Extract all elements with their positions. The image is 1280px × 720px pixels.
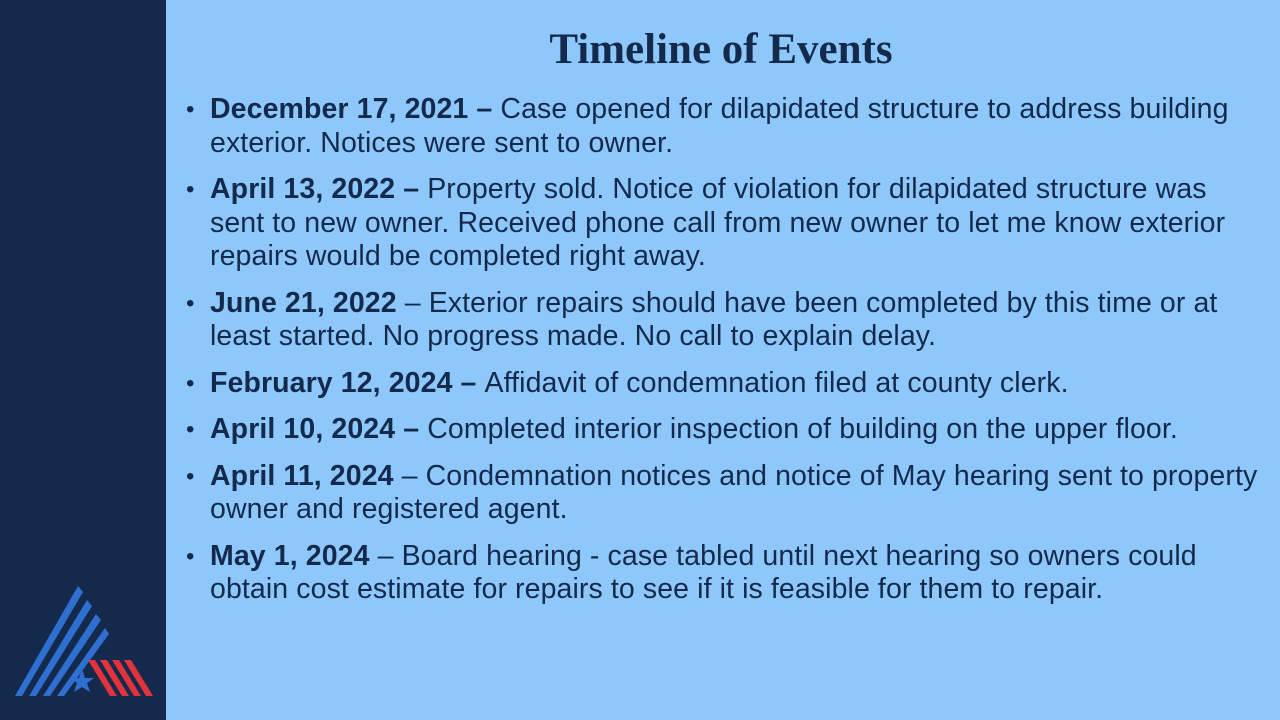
event-description: Exterior repairs should have been completed by this time or at least started. No progress made. No call to explain delay. bbox=[210, 286, 1218, 352]
event-dash: – bbox=[396, 286, 429, 319]
event-date: April 13, 2022 bbox=[210, 173, 396, 205]
event-description: Completed interior inspection of building on the upper floor. bbox=[427, 413, 1178, 445]
timeline-item bbox=[186, 173, 1266, 274]
slide-content bbox=[166, 0, 1280, 720]
event-description: Condemnation notices and notice of May hearing sent to property owner and registered agent. bbox=[210, 459, 1258, 525]
event-dash: – bbox=[452, 366, 485, 399]
event-date: February 12, 2024 bbox=[210, 366, 453, 399]
timeline-item bbox=[186, 287, 1266, 354]
bullet-icon: • bbox=[186, 96, 195, 123]
timeline-item bbox=[186, 413, 1266, 447]
bullet-icon: • bbox=[186, 542, 195, 570]
event-description: Case opened for dilapidated structure to address building exterior. Notices were sent to owner. bbox=[210, 93, 1229, 159]
event-dash: – bbox=[395, 173, 428, 205]
sidebar-panel bbox=[0, 0, 166, 720]
event-dash: – bbox=[369, 539, 402, 572]
event-date: April 10, 2024 bbox=[210, 413, 396, 445]
logo-icon bbox=[10, 580, 155, 705]
bullet-icon: • bbox=[186, 176, 195, 203]
event-dash: – bbox=[395, 413, 428, 445]
event-description: Property sold. Notice of violation for dilapidated structure was sent to new owner. Received phone call from new owner to let me know exterior repairs would be completed right away. bbox=[210, 173, 1226, 272]
event-dash: – bbox=[468, 93, 501, 125]
event-description: Affidavit of condemnation filed at county clerk. bbox=[484, 366, 1069, 399]
timeline-item bbox=[186, 93, 1266, 160]
event-date: December 17, 2021 bbox=[210, 93, 469, 125]
event-date: June 21, 2022 bbox=[210, 286, 397, 319]
timeline-item bbox=[186, 367, 1266, 401]
bullet-icon: • bbox=[186, 416, 195, 443]
slide-title: Timeline of Events bbox=[549, 26, 893, 73]
event-date: May 1, 2024 bbox=[210, 539, 370, 572]
timeline-list bbox=[186, 93, 1266, 620]
timeline-item bbox=[186, 540, 1266, 607]
event-dash: – bbox=[393, 459, 426, 492]
bullet-icon: • bbox=[186, 369, 195, 397]
bullet-icon: • bbox=[186, 289, 195, 317]
event-description: Board hearing - case tabled until next hearing so owners could obtain cost estimate for repairs to see if it is feasible for them to repair. bbox=[210, 539, 1197, 605]
timeline-item bbox=[186, 460, 1266, 527]
bullet-icon: • bbox=[186, 462, 195, 490]
event-date: April 11, 2024 bbox=[210, 459, 394, 492]
